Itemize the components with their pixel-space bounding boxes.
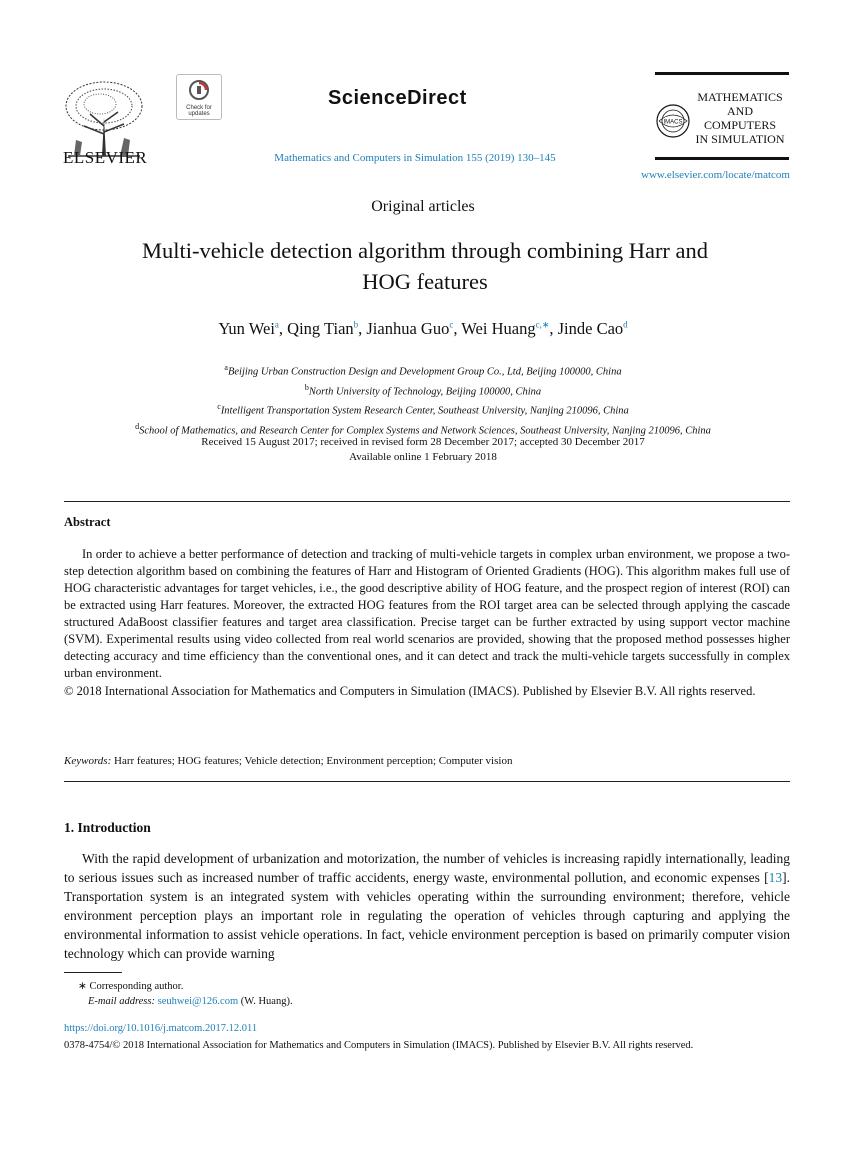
affiliation-link[interactable]: c,∗ bbox=[535, 319, 550, 330]
corresponding-text: Corresponding author. bbox=[89, 981, 184, 992]
journal-logo-line: IN SIMULATION bbox=[695, 132, 785, 146]
doi-link[interactable]: https://doi.org/10.1016/j.matcom.2017.12.011 bbox=[64, 1023, 258, 1034]
affiliation-link[interactable]: b bbox=[353, 319, 359, 330]
corresponding-footnote bbox=[78, 979, 293, 994]
article-title-line-1: Multi-vehicle detection algorithm through combining Harr and bbox=[141, 238, 709, 263]
affiliation-mark: d bbox=[135, 421, 140, 431]
keywords-label: Keywords: bbox=[64, 755, 112, 767]
email-label: E-mail address: bbox=[88, 996, 155, 1007]
affiliation-item bbox=[40, 360, 806, 380]
check-updates-icon bbox=[188, 79, 210, 101]
journal-logo-rule-bottom bbox=[655, 157, 789, 160]
affiliation-text: North University of Technology, Beijing 100000, China bbox=[308, 386, 542, 397]
check-for-updates-badge[interactable] bbox=[176, 74, 222, 120]
journal-logo-line: MATHEMATICS bbox=[697, 90, 783, 104]
author-list: Yun Wei$^a$, Qing Tian$^b$, Jianhua Guo$^c$, Wei Huang$^{c,∗}$, Jinde Cao$^d$ bbox=[218, 319, 628, 338]
journal-logo-rule-top bbox=[655, 72, 789, 75]
author-name: Wei Huang bbox=[461, 319, 536, 338]
author-name: Yun Wei bbox=[218, 319, 275, 338]
keywords-text: Harr features; HOG features; Vehicle detection; Environment perception; Computer vision bbox=[114, 755, 513, 767]
affiliation-list bbox=[40, 360, 806, 438]
article-title-line-2: HOG features bbox=[362, 269, 488, 294]
author-name: Jianhua Guo bbox=[366, 319, 450, 338]
email-footnote bbox=[78, 994, 293, 1009]
footnotes bbox=[78, 979, 293, 1009]
imacs-seal-icon bbox=[655, 103, 691, 139]
affiliation-text: School of Mathematics, and Research Center for Complex Systems and Network Sciences, Southeast University, Nanjing 210096, China bbox=[139, 425, 711, 436]
introduction-text-part: ]. Transportation system is an integrated system with vehicles operating within the surrounding environment; therefore, vehicle environment perception plays an important role in regulating the operation of vehicles through capturing and applying the environmental information to assist vehicle operations. In fact, vehicle environment perception is based on primarily computer vision technology which can provide warning bbox=[64, 870, 790, 961]
email-link[interactable]: seuhwei@126.com bbox=[157, 996, 239, 1007]
divider bbox=[64, 501, 790, 502]
received-dates: Received 15 August 2017; received in revised form 28 December 2017; accepted 30 December 2017 bbox=[201, 436, 645, 448]
reference-link[interactable]: 13 bbox=[768, 870, 783, 885]
footnote-rule bbox=[64, 972, 122, 973]
introduction-text-part: With the rapid development of urbanization and motorization, the number of vehicles is increasing rapidly internationally, leading to serious issues such as increased number of traffic accidents, energy waste, environmental pollution, and economic expenses [ bbox=[64, 851, 790, 885]
abstract-copyright: © 2018 International Association for Mathematics and Computers in Simulation (IMACS). Published by Elsevier B.V. All rights reserved. bbox=[64, 684, 756, 698]
affiliation-link[interactable]: d bbox=[623, 319, 628, 330]
affiliation-text: Beijing Urban Construction Design and Development Group Co., Ltd, Beijing 100000, China bbox=[227, 366, 622, 378]
copyright-notice: 0378-4754/© 2018 International Association for Mathematics and Computers in Simulation (IMACS). Published by Elsevier B.V. All rights reserved. bbox=[64, 1040, 694, 1051]
imacs-seal-text: IMACS bbox=[663, 119, 683, 126]
journal-url-link[interactable]: www.elsevier.com/locate/matcom bbox=[641, 169, 790, 181]
divider bbox=[64, 781, 790, 782]
abstract-body: In order to achieve a better performance of detection and tracking of multi-vehicle targets in complex urban environment, we propose a two-step detection algorithm based on combining the features of Harr and Histogram of Oriented Gradients (HOG). This algorithm makes full use of HOG characteristic advantages for target vehicles, i.e., the good descriptive ability of HOG feature, and the prospect region of interest (ROI) can be extracted using Harr features. Moreover, the extracted HOG features from the ROI target area can be selected through applying the cascade structured AdaBoost classifier features and target area classification. Precise target can be further extracted by using support vector machine (SVM). Experimental results using video collected from real world scenarios are provided, showing that the proposed method possesses higher detecting accuracy and time efficiency than the conventional ones, and it can detect and track the multi-vehicle targets successfully in complex urban environment. bbox=[64, 547, 790, 680]
affiliation-text: Intelligent Transportation System Research Center, Southeast University, Nanjing 210096, China bbox=[220, 405, 629, 417]
journal-citation[interactable]: Mathematics and Computers in Simulation 155 (2019) 130–145 bbox=[274, 152, 556, 164]
journal-logo-line: AND bbox=[727, 104, 753, 118]
affiliation-item bbox=[40, 399, 806, 419]
article-section-type: Original articles bbox=[371, 198, 475, 215]
affiliation-mark: a bbox=[224, 363, 228, 372]
section-heading-introduction: 1. Introduction bbox=[64, 820, 151, 835]
journal-logo-line: COMPUTERS bbox=[703, 118, 777, 132]
available-online-date: Available online 1 February 2018 bbox=[349, 451, 497, 463]
journal-logo-title bbox=[690, 90, 790, 146]
affiliation-link[interactable]: a bbox=[274, 319, 279, 330]
publisher-name: ELSEVIER bbox=[63, 148, 148, 167]
check-updates-label: Check for updates bbox=[186, 105, 212, 117]
article-history bbox=[0, 435, 846, 465]
corresponding-mark: ∗ bbox=[78, 981, 87, 992]
abstract-heading: Abstract bbox=[64, 515, 111, 529]
author-name: Qing Tian bbox=[287, 319, 354, 338]
affiliation-mark: c bbox=[217, 402, 221, 411]
keywords bbox=[64, 755, 790, 767]
affiliation-link[interactable]: c bbox=[449, 319, 454, 330]
introduction-paragraph bbox=[64, 849, 790, 963]
author-name: Jinde Cao bbox=[557, 319, 624, 338]
article-title bbox=[60, 235, 790, 297]
sciencedirect-logo[interactable]: ScienceDirect bbox=[328, 87, 467, 109]
email-owner: (W. Huang). bbox=[240, 996, 293, 1007]
affiliation-item bbox=[40, 380, 806, 400]
affiliation-mark: b bbox=[304, 382, 309, 392]
